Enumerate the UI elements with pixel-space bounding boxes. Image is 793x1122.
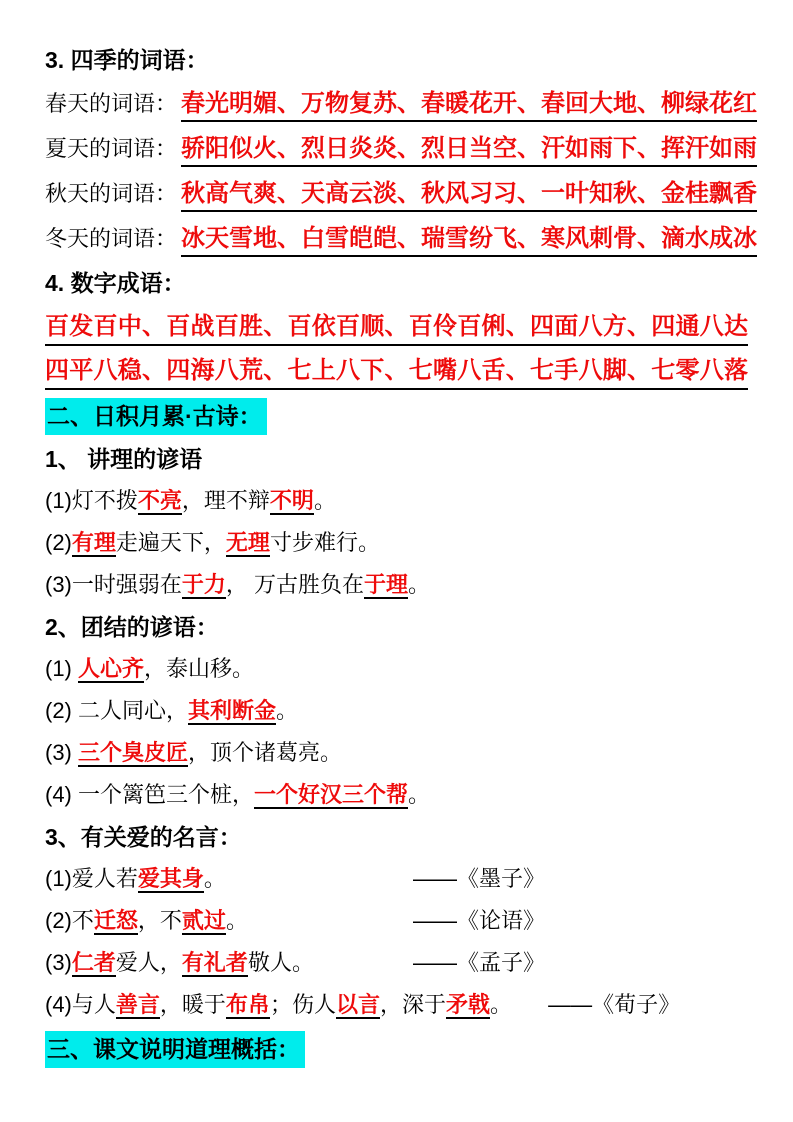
text-segment: ，顶个诸葛亮。 — [188, 740, 343, 765]
text-segment: ，暖于 — [159, 992, 226, 1017]
season-label: 秋天的词语： — [45, 181, 178, 206]
quote-item — [45, 947, 748, 979]
highlighted-word: 三个臭皮匠 — [78, 740, 189, 765]
proverb-item — [45, 737, 748, 769]
highlighted-word: 人心齐 — [78, 656, 145, 681]
highlighted-word: 矛戟 — [445, 992, 490, 1017]
heading-reason-proverbs: 1、 讲理的谚语 — [45, 446, 203, 472]
text-segment: (4)与人 — [45, 992, 116, 1017]
text-segment: (1) — [45, 656, 78, 681]
heading-number-idioms: 4. 数字成语： — [45, 270, 186, 296]
quote-source: ——《论语》 — [413, 908, 546, 933]
season-words: 冰天雪地、白雪皑皑、瑞雪纷飞、寒风刺骨、滴水成冰 — [181, 222, 757, 257]
season-label: 冬天的词语： — [45, 226, 178, 251]
text-segment: 。 — [203, 866, 226, 891]
text-segment: ，泰山移。 — [144, 656, 255, 681]
highlighted-word: 不亮 — [137, 488, 182, 513]
text-segment: (1)灯不拨 — [45, 488, 138, 513]
highlighted-word: 爱其身 — [137, 866, 204, 891]
text-segment: ；伤人 — [269, 992, 336, 1017]
proverb-item — [45, 695, 748, 727]
highlighted-word: 有理 — [71, 530, 116, 555]
text-segment: 。 — [490, 992, 513, 1017]
section-text-summary — [45, 1031, 748, 1068]
quote-item — [45, 863, 748, 895]
text-segment: (2) — [45, 530, 72, 555]
highlighted-word: 以言 — [335, 992, 380, 1017]
quote-source: ——《荀子》 — [548, 992, 681, 1017]
text-segment: 。 — [225, 908, 248, 933]
highlighted-word: 善言 — [115, 992, 160, 1017]
season-words: 春光明媚、万物复苏、春暖花开、春回大地、柳绿花红 — [181, 87, 757, 122]
season-row-spring — [45, 87, 758, 122]
season-words: 骄阳似火、烈日炎炎、烈日当空、汗如雨下、挥汗如雨 — [181, 132, 757, 167]
season-row-winter — [45, 222, 758, 257]
season-words: 秋高气爽、天高云淡、秋风习习、一叶知秋、金桂飘香 — [181, 177, 757, 212]
highlighted-word: 不明 — [269, 488, 314, 513]
text-segment: (2)不 — [45, 908, 94, 933]
season-row-summer — [45, 132, 758, 167]
proverb-item — [45, 569, 748, 601]
heading-unity-proverbs: 2、团结的谚语： — [45, 614, 219, 640]
season-label: 春天的词语： — [45, 91, 178, 116]
quote-source: ——《墨子》 — [413, 866, 546, 891]
number-idioms-line-1: 百发百中、百战百胜、百依百顺、百伶百俐、四面八方、四通八达 — [45, 310, 748, 346]
highlighted-word: 无理 — [225, 530, 270, 555]
number-idioms-line-2: 四平八稳、四海八荒、七上八下、七嘴八舌、七手八脚、七零八落 — [45, 354, 748, 390]
proverb-item — [45, 779, 748, 811]
text-segment: ，不 — [137, 908, 182, 933]
highlighted-word: 其利断金 — [188, 698, 277, 723]
quote-item — [45, 989, 748, 1021]
season-label: 夏天的词语： — [45, 136, 178, 161]
highlighted-word: 迁怒 — [93, 908, 138, 933]
quote-source: ——《孟子》 — [413, 950, 546, 975]
text-segment: (2) 二人同心， — [45, 698, 189, 723]
text-segment: 。 — [313, 488, 336, 513]
text-segment: (4) 一个篱笆三个桩， — [45, 782, 255, 807]
text-segment: ，深于 — [379, 992, 446, 1017]
text-segment: 敬人。 — [247, 950, 314, 975]
proverb-item — [45, 485, 748, 517]
heading-text-summary-highlighted: 三、课文说明道理概括： — [45, 1031, 305, 1068]
text-segment: 寸步难行。 — [269, 530, 380, 555]
highlighted-word: 一个好汉三个帮 — [254, 782, 409, 807]
highlighted-word: 于力 — [181, 572, 226, 597]
highlighted-word: 布帛 — [225, 992, 270, 1017]
text-segment: ，理不辩 — [181, 488, 270, 513]
highlighted-word: 贰过 — [181, 908, 226, 933]
section-accumulation — [45, 398, 748, 435]
heading-accumulation-highlighted: 二、日积月累·古诗： — [45, 398, 267, 435]
highlighted-word: 有礼者 — [181, 950, 248, 975]
text-segment: ， 万古胜负在 — [225, 572, 365, 597]
highlighted-word: 于理 — [364, 572, 409, 597]
text-segment: (3)一时强弱在 — [45, 572, 182, 597]
proverb-item — [45, 653, 748, 685]
proverb-item — [45, 527, 748, 559]
season-row-autumn — [45, 177, 758, 212]
text-segment: 。 — [276, 698, 299, 723]
heading-love-quotes: 3、有关爱的名言： — [45, 824, 242, 850]
quote-item — [45, 905, 748, 937]
text-segment: (1)爱人若 — [45, 866, 138, 891]
highlighted-word: 仁者 — [71, 950, 116, 975]
text-segment: (3) — [45, 740, 78, 765]
text-segment: 爱人， — [115, 950, 182, 975]
text-segment: 。 — [408, 572, 431, 597]
text-segment: (3) — [45, 950, 72, 975]
text-segment: 走遍天下， — [115, 530, 226, 555]
text-segment: 。 — [408, 782, 431, 807]
heading-four-seasons: 3. 四季的词语： — [45, 47, 209, 73]
